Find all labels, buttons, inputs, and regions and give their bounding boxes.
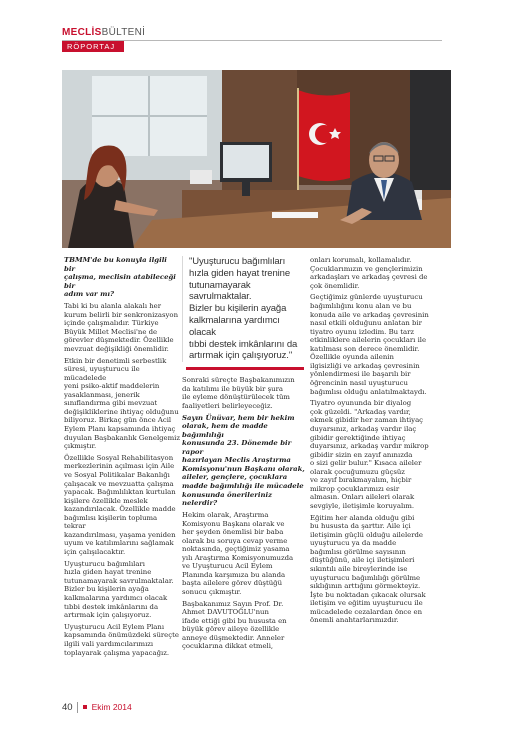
article-column-2 xyxy=(182,256,306,654)
pull-quote: "Uyuşturucu bağımlıları hızla giden hayat trenine tutunamayarak savrulmaktalar. Bizler bu kişilerin ayağa kalkmalarına yardımcı olacak tıbbi destek imkânlarını da artırmak için çalışıyoruz." xyxy=(182,256,306,362)
interview-photo xyxy=(62,70,451,248)
article-column-1 xyxy=(64,256,180,660)
paragraph: Hekim olarak, Araştırma Komisyonu Başkanı olarak ve her şeyden önemlisi bir baba olarak bu soruya cevap verme noktasında, geçtiğimiz yasama yılı Araştırma Komisyonumuzda ve Uyuşturucu Acil Eylem Planında karşımıza bu alanda başta ailelere görev düştüğü sonucu çıkmıştır. xyxy=(182,510,294,596)
interview-photo-graphic xyxy=(62,70,451,248)
paragraph: Tiyatro oyununda bir diyalog çok güzeldi. "Arkadaş vardır, ekmek gibidir her zaman ihtiyaç duyarsınız, arkadaş vardır ilaç gibidir gerektiğinde ihtiyaç duyarsınız, arkadaş vardır mikrop gibidir sizin en zayıf anınızda o sizi gelir bulur." Kısaca aileler olarak çocuğumuzu güçsüz ve zayıf bırakmayalım, hiçbir mikrop çocuklarımızı esir almasın. Onları aileleri olarak sevgiyle, iletişimle koruyalım. xyxy=(310,399,429,510)
paragraph: Özellikle Sosyal Rehabilitasyon merkezlerinin açılması için Aile ve Sosyal Politikalar Bakanlığı çalışacak ve mevzuatta çalışma yapacak. Bağımlılıktan kurtulan kişilere özellikle meslek kazandırılacak. Özellikle madde bağımlısı kişilerin topluma tekrar kazandırılması, yaşama yeniden uyum ve katılımlarını sağlamak için çalışılacaktır. xyxy=(64,453,176,556)
paragraph: onları korumalı, kollamalıdır. Çocuklarımızın ve gençlerimizin arkadaşları ve arkadaş çevresi de çok önemlidir. xyxy=(310,256,428,290)
brand-meclis: MECLİS xyxy=(62,27,102,38)
article-column-3 xyxy=(310,256,447,628)
magazine-header xyxy=(62,27,442,59)
paragraph: Sonraki süreçte Başbakanımızın da katılımı ile büyük bir şura ile eyleme dönüştürülecek tüm faaliyetleri belirleyeceğiz. xyxy=(182,376,295,410)
brand-bulteni: BÜLTENİ xyxy=(101,27,146,38)
paragraph: Başbakanımız Sayın Prof. Dr. Ahmet DAVUTOĞLU'nun ifade ettiği gibi bu hususta en büyük görev aileye özellikle anneye düşmektedir. Anneler çocuklarına dikkat etmeli, xyxy=(182,599,287,651)
paragraph: Eğitim her alanda olduğu gibi bu hususta da şarttır. Aile içi iletişimin güçlü olduğu ailelerde uyuşturucu ya da madde bağımlısı görülme sayısının düştüğünü, aile içi iletişimleri sıkıntılı aile bireylerinde ise uyuşturucu bağımlılığı görülme sıklığının arttığını görmekteyiz. İşte bu noktadan çıkacak olursak iletişim ve eğitim uyuşturucu ile mücadelede cezalardan önce en önemli anahtarlarımızdır. xyxy=(310,513,426,625)
paragraph: Tabi ki bu alanla alakalı her kurum belirli bir senkronizasyon içinde çalışmalıdır. Türkiye Büyük Millet Meclisi'ne de görevler düşmektedir. Özellikle mevzuat değişikliği önemlidir. xyxy=(64,302,179,353)
bullet-icon xyxy=(83,705,87,709)
issue-date: Ekim 2014 xyxy=(91,702,132,712)
paragraph: Geçtiğimiz günlerde uyuşturucu bağımlılığını konu alan ve bu konuda aile ve arkadaş çevresinin nasıl etkili olduğunu anlatan bir tiyatro oyunu izledim. Bu tarz etkinliklere ailelerin çocukları ile katılması son derece önemlidir. Özellikle oyunda ailenin ilgisizliği ve arkadaş çevresinin yönlendirmesi ile başarılı bir öğrencinin nasıl uyuşturucu bağımlısı olduğu anlatılmaktaydı. xyxy=(310,293,429,396)
paragraph: Uyuşturucu Acil Eylem Planı kapsamında önümüzdeki süreçte ilgili vali yardımcılarımızı toplayarak çalışma yapacağız. xyxy=(64,622,179,657)
page-number: 40 xyxy=(62,702,78,713)
pull-quote-rule xyxy=(186,367,304,370)
magazine-brand xyxy=(62,27,145,38)
page-footer xyxy=(62,700,132,714)
section-tag: RÖPORTAJ xyxy=(62,41,124,52)
question-2: Sayın Ünüvar, hem bir hekim olarak, hem de madde bağımlılığı konusunda 23. Dönemde bir rapor hazırlayan Meclis Araştırma Komisyonu'nun Başkanı olarak, aileler, gençlere, çocuklara madde bağımlılığı ile mücadele konusunda önerileriniz nelerdir? xyxy=(182,413,305,508)
question-1: TBMM'de bu konuyla ilgili bir çalışma, meclisin atabileceği bir adım var mı? xyxy=(64,256,176,299)
paragraph: Etkin bir denetimli serbestlik süresi, uyuşturucu ile mücadelede yeni psiko-aktif maddelerin yasaklanması, jenerik sınıflandırma gibi mevzuat değişikliklerine ihtiyaç olduğunu biliyoruz. Birkaç gün önce Acil Eylem Planı kapsamında ihtiyaç duyulan Başbakanlık Genelgemiz çıkmıştır. xyxy=(64,356,181,451)
paragraph: Uyuşturucu bağımlıları hızla giden hayat trenine tutunamayarak savrulmaktalar. Bizler bu kişilerin ayağa kalkmalarına yardımcı olacak tıbbi destek imkânlarını da artırmak için çalışıyoruz. xyxy=(64,559,174,620)
